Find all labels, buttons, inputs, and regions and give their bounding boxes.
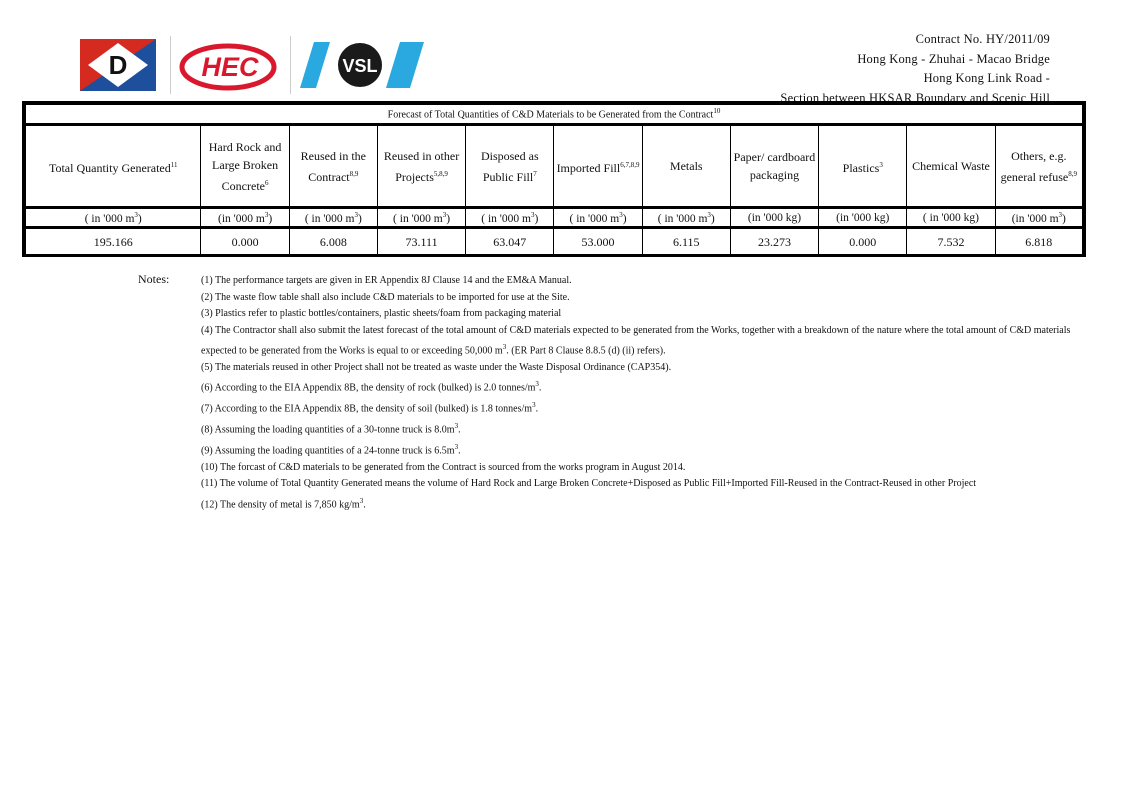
header-cell: Plastics$^3$ <box>819 125 907 208</box>
hec-logo-text: HEC <box>201 52 259 82</box>
unit-cell: ( in '000 $m^3$) <box>289 208 377 228</box>
vsl-logo <box>300 42 428 88</box>
value-cell: 6.818 <box>995 228 1082 256</box>
header-cell: Chemical Waste <box>907 125 995 208</box>
units-row <box>26 208 1083 228</box>
value-cell: 0.000 <box>819 228 907 256</box>
note-item: (5) The materials reused in other Project shall not be treated as waste under the Waste Disposal Ordinance (CAP354). <box>201 361 672 373</box>
value-cell: 0.000 <box>201 228 289 256</box>
value-cell: 195.166 <box>26 228 201 256</box>
header-cell: Reused in the Contract$^{8,9}$ <box>289 125 377 208</box>
hec-logo <box>178 40 278 92</box>
header-cell: Disposed as Public Fill$^7$ <box>466 125 554 208</box>
value-cell: 53.000 <box>554 228 642 256</box>
note-item: (7) According to the EIA Appendix 8B, the density of soil (bulked) is 1.8 tonnes/$m^3$. <box>201 401 539 415</box>
forecast-table <box>22 101 1086 257</box>
value-cell: 6.008 <box>289 228 377 256</box>
unit-cell: (in '000 $m^3$) <box>201 208 289 228</box>
note-item: (10) The forcast of C&D materials to be generated from the Contract is sourced from the works program in August 2014. <box>201 461 686 473</box>
notes-list <box>201 273 1091 513</box>
dragages-logo-letter: D <box>108 50 128 80</box>
note-item: (4) The Contractor shall also submit the latest forecast of the total amount of C&D materials expected to be generated from the Works, together with a breakdown of the nature where the total amount of C&D materials expected to be generated from the Works is equal to or exceeding 50,000 $m^3$. (ER Part 8 Clause 8.8.5 (d) (ii) refers). <box>201 324 1071 357</box>
value-cell: 6.115 <box>642 228 730 256</box>
value-cell: 23.273 <box>730 228 818 256</box>
project-name: Hong Kong - Zhuhai - Macao Bridge <box>857 51 1050 66</box>
dragages-logo <box>80 39 156 91</box>
notes-label: Notes: <box>138 272 170 286</box>
value-cell: 63.047 <box>466 228 554 256</box>
header-cell: Hard Rock and Large Broken Concrete$^6$ <box>201 125 289 208</box>
logo-divider <box>170 36 171 94</box>
header-row <box>26 125 1083 208</box>
unit-cell: (in '000 $m^3$) <box>995 208 1082 228</box>
note-item: (8) Assuming the loading quantities of a 30-tonne truck is $8.0m^3$. <box>201 421 461 436</box>
unit-cell: (in '000 kg) <box>819 208 907 228</box>
unit-cell: ( in '000 $m^3$) <box>642 208 730 228</box>
road-name: Hong Kong Link Road - <box>923 71 1050 85</box>
unit-cell: (in '000 kg) <box>730 208 818 228</box>
value-cell: 73.111 <box>377 228 465 256</box>
note-item: (6) According to the EIA Appendix 8B, the density of rock (bulked) is 2.0 tonnes/$m^3$. <box>201 380 542 394</box>
header-cell: Metals <box>642 125 730 208</box>
logo-group <box>78 36 438 96</box>
header-cell: Imported Fill$^{6,7,8,9}$ <box>554 125 642 208</box>
header-cell: Reused in other Projects$^{5,8,9}$ <box>377 125 465 208</box>
value-cell: 7.532 <box>907 228 995 256</box>
logo-divider <box>290 36 291 94</box>
header-cell: Others, e.g. general refuse$^{8,9}$ <box>995 125 1082 208</box>
table-caption: Forecast of Total Quantities of C&D Materials to be Generated from the Contract$^{10}$ <box>26 105 1083 125</box>
values-row <box>26 228 1083 256</box>
note-item: (2) The waste flow table shall also include C&D materials to be imported for use at the Site. <box>201 291 570 303</box>
note-item: (3) Plastics refer to plastic bottles/containers, plastic sheets/foam from packaging material <box>201 308 562 319</box>
header-cell: Total Quantity Generated$^{11}$ <box>26 125 201 208</box>
header-cell: Paper/ cardboard packaging <box>730 125 818 208</box>
contract-number: Contract No. HY/2011/09 <box>915 32 1050 46</box>
note-item: (9) Assuming the loading quantities of a 24-tonne truck is $6.5m^3$. <box>201 442 461 457</box>
note-item: (1) The performance targets are given in ER Appendix 8J Clause 14 and the EM&A Manual. <box>201 275 572 286</box>
note-item: (11) The volume of Total Quantity Generated means the volume of Hard Rock and Large Broken Concrete+Disposed as Public Fill+Imported Fill-Reused in the Contract-Reused in other Project <box>201 478 977 490</box>
unit-cell: ( in '000 $m^3$) <box>377 208 465 228</box>
note-item: (12) The density of metal is 7,850 $kg/m^3$. <box>201 496 366 510</box>
vsl-logo-text: VSL <box>342 56 378 76</box>
unit-cell: ( in '000 $m^3$) <box>466 208 554 228</box>
unit-cell: ( in '000 $m^3$) <box>554 208 642 228</box>
section-name: Section between HKSAR Boundary and Scenic Hill <box>780 90 1050 105</box>
unit-cell: ( in '000 kg) <box>907 208 995 228</box>
unit-cell: ( in '000 $m^3$) <box>26 208 201 228</box>
contract-info <box>780 30 1050 108</box>
